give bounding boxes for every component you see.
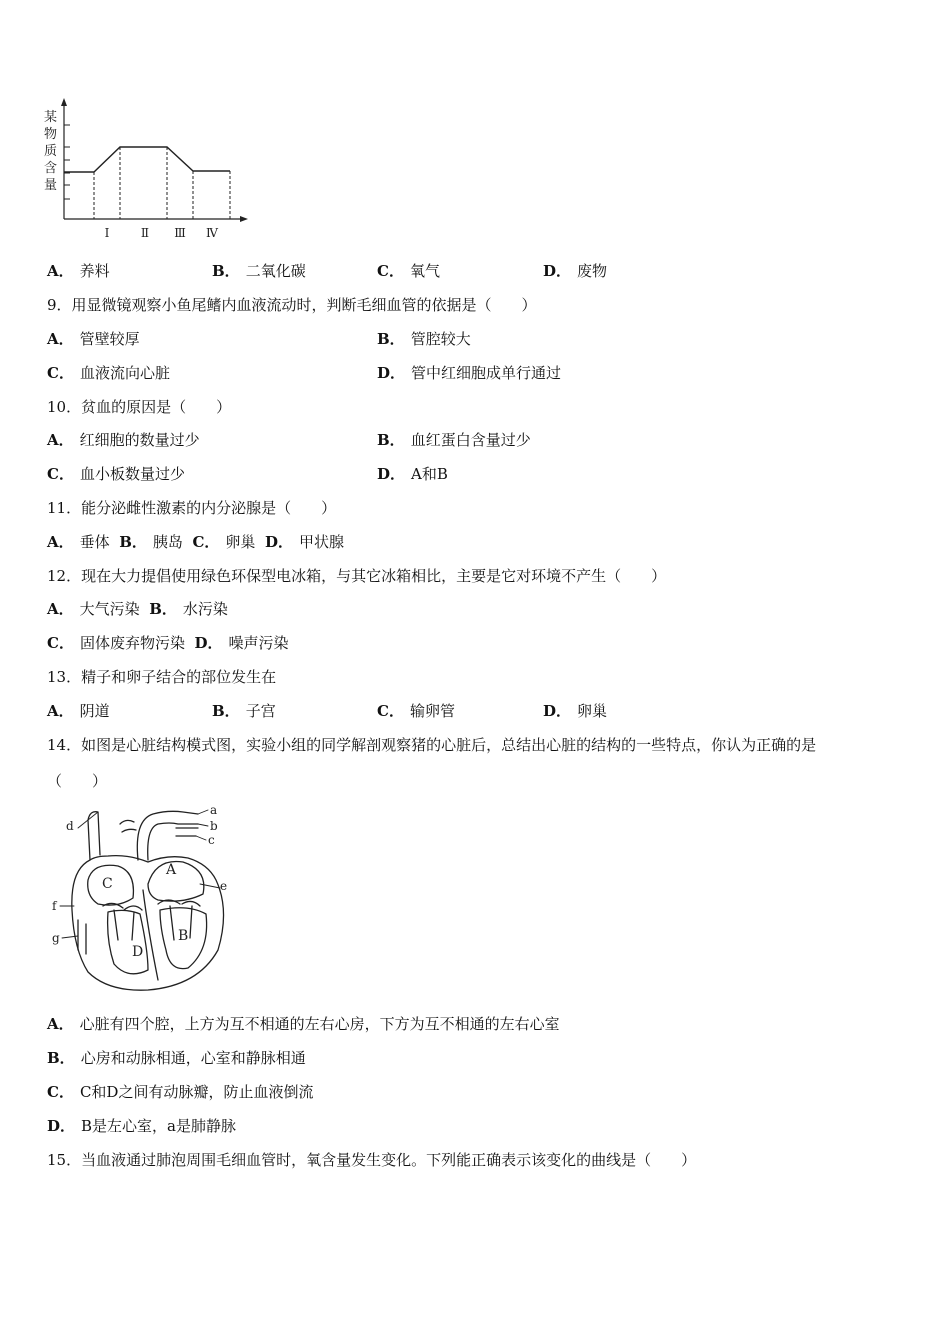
q8-option-a[interactable]: [47, 261, 110, 281]
option-text: 水污染: [182, 600, 228, 618]
q12-option-c[interactable]: [47, 634, 185, 652]
stage-dashes: [94, 147, 230, 219]
label-e: e: [220, 879, 228, 893]
option-letter: D．: [543, 262, 572, 280]
option-text: 管壁较厚: [79, 330, 140, 348]
q12-options-row2: [47, 633, 289, 653]
q8-option-c[interactable]: [377, 261, 440, 281]
option-text: 血液流向心脏: [79, 364, 170, 382]
option-text: 管腔较大: [410, 330, 471, 348]
option-text: 输卵管: [409, 702, 455, 720]
q12-option-a[interactable]: [47, 600, 140, 618]
option-text: 心房和动脉相通，心室和静脉相通: [80, 1049, 306, 1067]
q9-option-d[interactable]: [377, 363, 561, 383]
q10-option-b[interactable]: [377, 430, 531, 450]
option-letter: A．: [47, 431, 74, 449]
option-text: 子宫: [245, 702, 276, 720]
label-chamber-b: B: [178, 928, 189, 944]
option-text: 卵巢: [577, 702, 608, 720]
option-text: 阴道: [79, 702, 110, 720]
q12-stem: 12．现在大力提倡使用绿色环保型电冰箱，与其它冰箱相比，主要是它对环境不产生（ ）: [47, 567, 667, 585]
option-text: 血小板数量过少: [79, 465, 185, 483]
heart-diagram: [48, 800, 238, 995]
septum: [143, 890, 158, 980]
q14-option-c[interactable]: [47, 1082, 313, 1102]
option-text: 固体废弃物污染: [79, 634, 185, 652]
option-text: 废物: [577, 262, 608, 280]
option-letter: B．: [47, 1049, 75, 1067]
label-chamber-d: D: [132, 944, 144, 960]
option-letter: B．: [119, 533, 147, 551]
y-axis-arrow: [61, 98, 67, 106]
option-letter: C．: [47, 1083, 74, 1101]
q9-option-c[interactable]: [47, 363, 170, 383]
q14-option-d[interactable]: [47, 1116, 236, 1136]
label-f: f: [52, 899, 57, 913]
option-letter: A．: [47, 702, 74, 720]
option-letter: C．: [377, 702, 404, 720]
ylabel-char: 量: [44, 178, 58, 193]
q9-stem: 9．用显微镜观察小鱼尾鳍内血液流动时，判断毛细血管的依据是（ ）: [47, 296, 537, 314]
option-letter: C．: [192, 533, 220, 551]
q11-option-c[interactable]: [192, 533, 255, 551]
q8-option-b[interactable]: [212, 261, 306, 281]
y-ticks: [64, 125, 70, 199]
q12-option-b[interactable]: [149, 600, 228, 618]
ylabel-char: 质: [44, 144, 58, 159]
option-text: 垂体: [79, 533, 110, 551]
option-letter: D．: [264, 533, 293, 551]
option-letter: B．: [377, 330, 405, 348]
q14-stem: 14．如图是心脏结构模式图，实验小组的同学解剖观察猪的心脏后，总结出心脏的结构的一些特点，你认为正确的是: [47, 736, 817, 754]
option-letter: C．: [47, 364, 74, 382]
q13-option-c[interactable]: [377, 701, 455, 721]
option-letter: B．: [149, 600, 177, 618]
label-c: c: [208, 833, 215, 847]
q12-options-row1: [47, 599, 228, 619]
q11-options: [47, 532, 344, 552]
q14-stem-paren: （ ）: [47, 772, 108, 790]
q11-option-a[interactable]: [47, 533, 110, 551]
option-letter: A．: [47, 533, 74, 551]
option-letter: C．: [47, 634, 74, 652]
option-letter: B．: [212, 702, 240, 720]
right-ventricle: [108, 910, 148, 973]
q13-option-b[interactable]: [212, 701, 276, 721]
tick-label-3: Ⅲ: [174, 226, 186, 240]
q10-option-d[interactable]: [377, 464, 448, 484]
content-curve: [64, 147, 230, 172]
option-letter: D．: [377, 465, 406, 483]
q11-stem: 11．能分泌雌性激素的内分泌腺是（ ）: [47, 499, 337, 517]
inferior-vena-cava: [78, 920, 86, 954]
option-text: 养料: [79, 262, 110, 280]
q13-stem: 13．精子和卵子结合的部位发生在: [47, 668, 277, 686]
option-text: C和D之间有动脉瓣，防止血液倒流: [79, 1083, 314, 1101]
label-chamber-a: A: [166, 862, 177, 878]
label-d: d: [66, 819, 74, 833]
q13-option-d[interactable]: [543, 701, 607, 721]
option-letter: A．: [47, 330, 74, 348]
tick-label-4: Ⅳ: [206, 226, 218, 240]
ylabel-char: 某: [44, 110, 58, 125]
option-text: 氧气: [409, 262, 440, 280]
q10-option-a[interactable]: [47, 430, 200, 450]
x-tick-labels: [105, 226, 219, 240]
q14-option-a[interactable]: [47, 1014, 560, 1034]
option-text: A和B: [411, 465, 448, 483]
option-letter: A．: [47, 262, 74, 280]
option-text: 胰岛: [152, 533, 183, 551]
option-letter: C．: [47, 465, 74, 483]
option-text: 红细胞的数量过少: [79, 431, 200, 449]
q10-option-c[interactable]: [47, 464, 185, 484]
option-letter: D．: [194, 634, 223, 652]
graph-ylabel: [44, 110, 57, 193]
option-letter: D．: [377, 364, 406, 382]
x-axis-arrow: [240, 216, 248, 222]
option-letter: D．: [47, 1117, 76, 1135]
option-letter: C．: [377, 262, 404, 280]
option-text: 血红蛋白含量过少: [410, 431, 531, 449]
q11-option-b[interactable]: [119, 533, 183, 551]
option-text: 心脏有四个腔，上方为互不相通的左右心房，下方为互不相通的左右心室: [79, 1015, 560, 1033]
option-letter: A．: [47, 600, 74, 618]
ylabel-char: 含: [44, 161, 58, 176]
option-letter: D．: [543, 702, 572, 720]
tick-label-2: Ⅱ: [140, 226, 150, 240]
substance-content-graph: [40, 95, 255, 245]
option-text: 大气污染: [79, 600, 140, 618]
q9-option-b[interactable]: [377, 329, 471, 349]
option-text: 二氧化碳: [245, 262, 306, 280]
option-text: 噪声污染: [228, 634, 289, 652]
label-g: g: [52, 931, 60, 945]
option-text: 甲状腺: [298, 533, 344, 551]
q13-option-a[interactable]: [47, 701, 110, 721]
option-text: B是左心室，a是肺静脉: [81, 1117, 236, 1135]
q9-option-a[interactable]: [47, 329, 140, 349]
label-chamber-c: C: [102, 876, 113, 892]
option-text: 卵巢: [225, 533, 256, 551]
label-b: b: [210, 819, 218, 833]
q12-option-d[interactable]: [195, 634, 289, 652]
ylabel-char: 物: [44, 127, 58, 142]
option-text: 管中红细胞成单行通过: [411, 364, 562, 382]
q14-option-b[interactable]: [47, 1048, 306, 1068]
option-letter: A．: [47, 1015, 74, 1033]
label-a: a: [210, 803, 218, 817]
tick-label-1: Ⅰ: [104, 226, 110, 240]
option-letter: B．: [377, 431, 405, 449]
option-letter: B．: [212, 262, 240, 280]
pulmonary-artery: [120, 820, 198, 836]
q8-option-d[interactable]: [543, 261, 607, 281]
q15-stem: 15．当血液通过肺泡周围毛细血管时，氧含量发生变化。下列能正确表示该变化的曲线是（ ）: [47, 1151, 697, 1169]
q10-stem: 10．贫血的原因是（ ）: [47, 398, 232, 416]
q11-option-d[interactable]: [265, 533, 344, 551]
